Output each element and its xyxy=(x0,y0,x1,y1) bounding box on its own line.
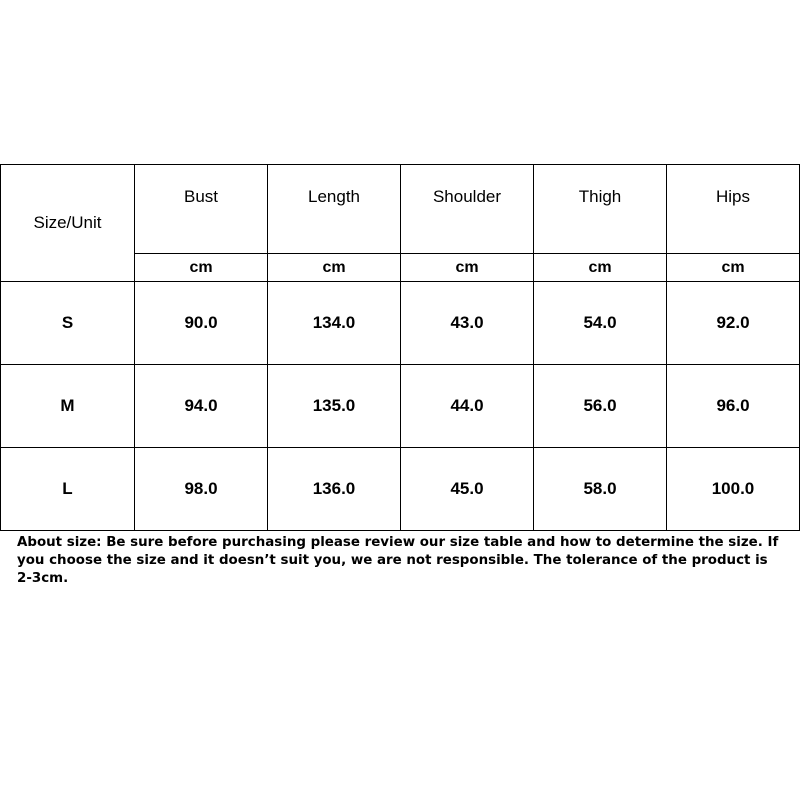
table-cell: 58.0 xyxy=(534,448,667,531)
unit-hips: cm xyxy=(667,254,800,282)
unit-bust: cm xyxy=(135,254,268,282)
table-cell: 43.0 xyxy=(401,282,534,365)
size-label: S xyxy=(1,282,135,365)
table-cell: 54.0 xyxy=(534,282,667,365)
table-cell: 44.0 xyxy=(401,365,534,448)
table-cell: 92.0 xyxy=(667,282,800,365)
unit-thigh: cm xyxy=(534,254,667,282)
column-header-thigh: Thigh xyxy=(534,165,667,254)
column-header-hips: Hips xyxy=(667,165,800,254)
table-cell: 56.0 xyxy=(534,365,667,448)
size-unit-header: Size/Unit xyxy=(1,165,135,282)
size-label: L xyxy=(1,448,135,531)
column-header-shoulder: Shoulder xyxy=(401,165,534,254)
table-cell: 96.0 xyxy=(667,365,800,448)
table-row-l xyxy=(1,448,800,531)
size-disclaimer: About size: Be sure before purchasing please review our size table and how to determine the size. If you choose the size and it doesn’t suit you, we are not responsible. The tolerance of the product is 2-3cm. xyxy=(17,535,779,586)
table-row-m xyxy=(1,365,800,448)
unit-shoulder: cm xyxy=(401,254,534,282)
header-row xyxy=(1,165,800,254)
table-cell: 135.0 xyxy=(268,365,401,448)
size-label: M xyxy=(1,365,135,448)
column-header-length: Length xyxy=(268,165,401,254)
table-cell: 134.0 xyxy=(268,282,401,365)
unit-length: cm xyxy=(268,254,401,282)
table-cell: 94.0 xyxy=(135,365,268,448)
table-cell: 45.0 xyxy=(401,448,534,531)
table-cell: 136.0 xyxy=(268,448,401,531)
table-cell: 100.0 xyxy=(667,448,800,531)
table-cell: 90.0 xyxy=(135,282,268,365)
column-header-bust: Bust xyxy=(135,165,268,254)
table-cell: 98.0 xyxy=(135,448,268,531)
size-chart-table xyxy=(0,164,800,531)
table-row-s xyxy=(1,282,800,365)
